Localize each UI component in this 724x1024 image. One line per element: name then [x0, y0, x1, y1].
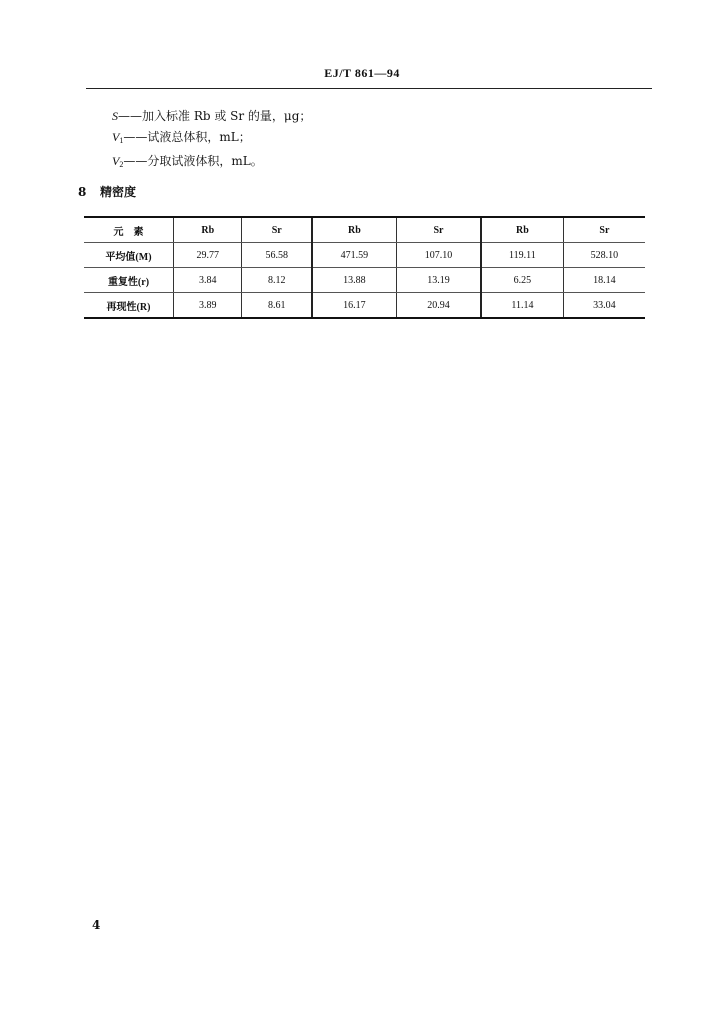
section-number: 8: [78, 185, 87, 199]
symbol-v1-subscript: 1: [119, 136, 124, 145]
page-number: 4: [92, 918, 101, 932]
row-label-mean: 平均值(M): [84, 243, 174, 268]
table-cell: 6.25: [481, 268, 563, 293]
table-header-cell: Sr: [563, 217, 645, 243]
symbol-v2-subscript: 2: [119, 160, 124, 169]
table-cell: 13.19: [396, 268, 481, 293]
symbol-v1: [112, 130, 123, 144]
definition-s: [112, 106, 311, 127]
table-cell: 528.10: [563, 243, 645, 268]
definition-s-text: ——加入标准 Rb 或 Sr 的量，μg；: [118, 109, 312, 123]
definition-v2: [112, 151, 311, 175]
precision-table: [84, 216, 645, 319]
document-header-code: EJ/T 861—94: [324, 66, 400, 80]
table-cell: 11.14: [481, 293, 563, 319]
row-label-reproducibility: 再现性(R): [84, 293, 174, 319]
section-heading: [78, 183, 136, 200]
table-header-row: [84, 217, 645, 243]
table-cell: 20.94: [396, 293, 481, 319]
table-cell: 13.88: [312, 268, 397, 293]
symbol-v2-letter: V: [112, 154, 120, 168]
table-row: [84, 268, 645, 293]
table-cell: 29.77: [174, 243, 242, 268]
table-cell: 33.04: [563, 293, 645, 319]
symbol-v1-letter: V: [112, 130, 120, 144]
table-cell: 56.58: [242, 243, 312, 268]
table-cell: 8.12: [242, 268, 312, 293]
table-header-cell: Sr: [242, 217, 312, 243]
table-cell: 119.11: [481, 243, 563, 268]
table-header-cell: Rb: [312, 217, 397, 243]
table-cell: 107.10: [396, 243, 481, 268]
table-cell: 3.84: [174, 268, 242, 293]
table-header-cell: 元 素: [84, 217, 174, 243]
table-header-cell: Rb: [174, 217, 242, 243]
definition-v2-text: ——分取试液体积，mL。: [123, 154, 263, 168]
table-cell: 8.61: [242, 293, 312, 319]
table-header-cell: Sr: [396, 217, 481, 243]
table-cell: 16.17: [312, 293, 397, 319]
row-label-repeatability: 重复性(r): [84, 268, 174, 293]
section-title: 精密度: [100, 185, 137, 199]
table-row: [84, 243, 645, 268]
table-cell: 3.89: [174, 293, 242, 319]
table-row: [84, 293, 645, 319]
definition-v1: [112, 127, 311, 151]
table-header-cell: Rb: [481, 217, 563, 243]
symbol-v2: [112, 154, 123, 168]
table-cell: 18.14: [563, 268, 645, 293]
header-divider: [86, 88, 652, 89]
table-cell: 471.59: [312, 243, 397, 268]
variable-definitions: [112, 106, 311, 175]
symbol-s: S: [112, 109, 118, 123]
definition-v1-text: ——试液总体积，mL；: [123, 130, 251, 144]
